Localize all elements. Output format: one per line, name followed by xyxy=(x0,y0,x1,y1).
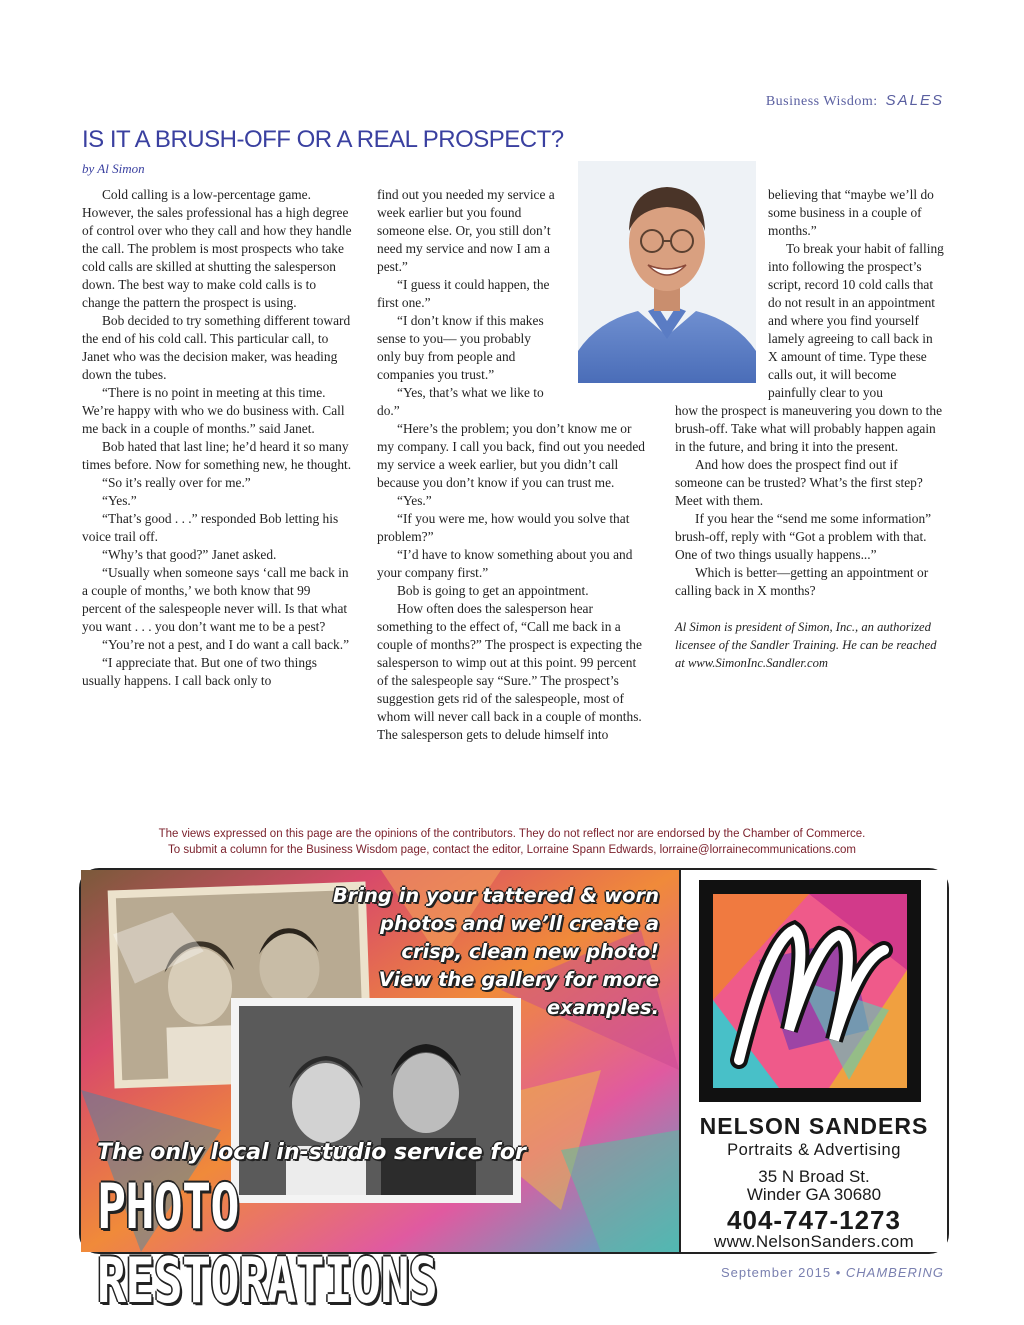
paragraph: “Yes, that’s what we like to do.” xyxy=(377,385,544,418)
promo-line: View the gallery for more xyxy=(378,968,659,991)
paragraph: “There is no point in meeting at this time. We’re happy with who we do business with. Call me back in a couple of months.” said Janet. xyxy=(82,385,345,436)
paragraph: believing that “maybe we’ll do some business in a couple of months.” xyxy=(768,187,934,238)
promo-line: examples. xyxy=(546,996,659,1019)
disclaimer-line-1: The views expressed on this page are the opinions of the contributors. They do not reflect nor are endorsed by the Chamber of Commerce. xyxy=(158,828,866,840)
paragraph: Which is better—getting an appointment or calling back in X months? xyxy=(675,565,929,598)
paragraph: “I’d have to know something about you and your company first.” xyxy=(377,547,633,580)
paragraph: “You’re not a pest, and I do want a call back.” xyxy=(102,637,350,652)
paragraph: And how does the prospect find out if someone can be trusted? What’s the first step? Meet with them. xyxy=(675,457,923,508)
paragraph: “So it’s really over for me.” xyxy=(102,475,251,490)
promo-line: crisp, clean new photo! xyxy=(401,940,659,963)
paragraph: “I don’t know if this makes sense to you–– you probably only buy from people and companies you trust.” xyxy=(377,313,544,382)
wrapped-text xyxy=(768,186,945,402)
footer-publication: CHAMBERING xyxy=(845,1265,944,1280)
paragraph: “Here’s the problem; you don’t know me or my company. I call you back, find out you needed my service a week earlier, but you didn’t call because you don’t know if you can trust me. xyxy=(377,421,645,490)
promo-line: photos and we’ll create a xyxy=(380,912,659,935)
paragraph: Bob decided to try something different toward the end of his cold call. This particular call, to Janet who was the decision maker, was heading down the tubes. xyxy=(82,313,351,382)
disclaimer xyxy=(0,826,1024,858)
page-footer xyxy=(721,1265,944,1280)
paragraph: “Why’s that good?” Janet asked. xyxy=(102,547,277,562)
article-headline: IS IT A BRUSH-OFF OR A REAL PROSPECT? xyxy=(82,126,564,153)
ad-promo-text xyxy=(329,882,659,1022)
section-label xyxy=(766,92,944,110)
business-card xyxy=(681,870,947,1252)
footer-date: September 2015 xyxy=(720,1265,832,1280)
business-website: www.NelsonSanders.com xyxy=(714,1232,914,1251)
section-topic: SALES xyxy=(885,92,944,109)
promo-line: Bring in your tattered & worn xyxy=(332,884,659,907)
paragraph: “I guess it could happen, the first one.” xyxy=(377,277,550,310)
article-column-3 xyxy=(675,186,945,672)
section-category: Business Wisdom: xyxy=(765,94,878,109)
ad-tagline: The only local in-studio service for xyxy=(97,1140,526,1165)
paragraph: Bob is going to get an appointment. xyxy=(397,583,589,598)
paragraph: “Yes.” xyxy=(102,493,137,508)
ad-promo-panel xyxy=(81,870,679,1317)
business-address-street: 35 N Broad St. xyxy=(758,1167,870,1186)
paragraph: To break your habit of falling into following the prospect’s script, record 10 cold calls that do not result in an appointment and where you find yourself lamely agreeing to call back in X amount of time. Type these calls out, it will become painfully clear to you xyxy=(768,241,944,400)
paragraph: “Usually when someone says ‘call me back in a couple of months,’ we both know that 99 percent of the salespeople never will. Is that what you want . . . you don’t want me to be a pest? xyxy=(82,565,349,634)
paragraph: If you hear the “send me some information” brush-off, reply with “Got a problem with that. One of two things usually happens...” xyxy=(675,511,932,562)
footer-separator: • xyxy=(835,1265,842,1280)
business-name: NELSON SANDERS xyxy=(699,1113,929,1139)
ns-monogram-logo-icon xyxy=(699,880,921,1102)
paragraph: “If you were me, how would you solve that problem?” xyxy=(377,511,630,544)
paragraph: “I appreciate that. But one of two things usually happens. I call back only to xyxy=(82,655,317,688)
business-address-city: Winder GA 30680 xyxy=(746,1185,882,1204)
paragraph: How often does the salesperson hear something to the effect of, “Call me back in a couple of months?” The prospect is expecting the salesperson to wimp out at this point. 99 percent of the salespeople say “Sure.” The prospect’s suggestion gets rid of the salespeople, most of whom will never call back in a couple of months. The salesperson gets to delude himself into xyxy=(377,601,642,742)
paragraph: “Yes.” xyxy=(397,493,432,508)
paragraph: Bob hated that last line; he’d heard it so many times before. Now for something new, he thought. xyxy=(82,439,352,472)
paragraph: Cold calling is a low-percentage game. However, the sales professional has a high degree of control over who they call and how they handle the call. The problem is most prospects who take cold calls are skilled at shutting the salesperson down. The best way to make cold calls is to change the pattern the prospect is using. xyxy=(82,187,352,310)
disclaimer-line-2: To submit a column for the Business Wisdom page, contact the editor, Lorraine Spann Edwards, lorraine@lorrainecommunications.com xyxy=(168,844,856,856)
business-phone: 404-747-1273 xyxy=(727,1205,901,1235)
paragraph: “That’s good . . .” responded Bob letting his voice trail off. xyxy=(82,511,339,544)
article-column-1 xyxy=(82,186,352,690)
paragraph: find out you needed my service a week earlier but you found someone else. Or, you still don’t need my service and now I am a pest.” xyxy=(377,187,555,274)
article-byline: by Al Simon xyxy=(82,161,145,176)
business-subtitle: Portraits & Advertising xyxy=(727,1141,901,1159)
paragraph: how the prospect is maneuvering you down to the brush-off. Take what will probably happen again in the future, and bring it into the present. xyxy=(675,403,943,454)
author-note: Al Simon is president of Simon, Inc., an authorized licensee of the Sandler Training. He can be reached at www.SimonInc.Sandler.com xyxy=(675,620,937,670)
ad-headline: PHOTO RESTORATIONS xyxy=(97,1170,438,1317)
